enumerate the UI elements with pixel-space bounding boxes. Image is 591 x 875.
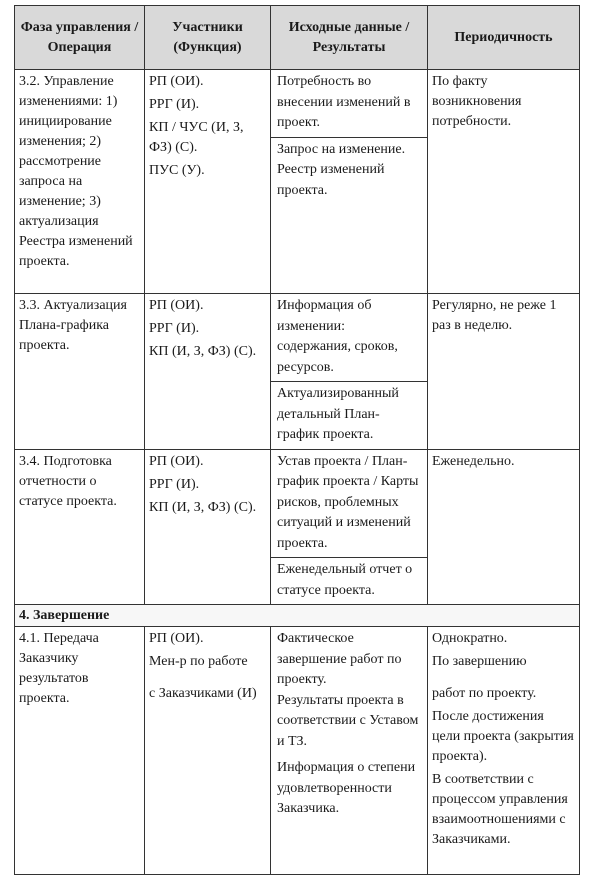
input-data: Устав проекта / План-график проекта / Карты рисков, проблемных ситуаций и изменений проекта. bbox=[277, 453, 419, 551]
operation-cell: 3.4. Подготовка отчетности о статусе проекта. bbox=[19, 453, 117, 509]
input-data: Потребность во внесении изменений в проект. bbox=[277, 74, 411, 130]
operation-cell: 4.1. Передача Заказчику результатов проекта. bbox=[19, 631, 99, 706]
period-item: После достижения цели проекта (закрытия проекта). bbox=[432, 709, 574, 764]
participant: ПУС (У). bbox=[149, 163, 205, 178]
period-item: По завершению bbox=[432, 654, 527, 669]
period-item: работ по проекту. bbox=[432, 686, 537, 701]
result-item: Запрос на изменение. bbox=[277, 141, 406, 157]
participant: РП (ОИ). bbox=[149, 631, 204, 646]
table-row bbox=[15, 627, 580, 875]
operation-cell: 3.3. Актуализация Плана-графика проекта. bbox=[19, 298, 127, 353]
table-header-row bbox=[15, 6, 580, 70]
table-row bbox=[15, 449, 580, 605]
participants-cell bbox=[145, 294, 270, 365]
period-item: Однократно. bbox=[432, 631, 508, 646]
data-cell bbox=[271, 294, 428, 450]
header-data: Исходные данные / Результаты bbox=[271, 6, 428, 70]
participant: РП (ОИ). bbox=[149, 453, 204, 469]
period-cell bbox=[428, 627, 579, 853]
input-data: Информация об изменении: содержания, сроков, ресурсов. bbox=[277, 298, 398, 375]
result-item: Реестр изменений проекта. bbox=[277, 162, 385, 198]
participant: РРГ (И). bbox=[149, 476, 200, 492]
data-cell bbox=[271, 449, 428, 605]
header-phase: Фаза управления / Операция bbox=[15, 6, 145, 70]
operation-cell: 3.2. Управление изменениями: 1) инициирование изменения; 2) рассмотрение запроса на изменение; 3) актуализация Реестра изменений проекта. bbox=[19, 74, 133, 269]
section-row bbox=[15, 605, 580, 627]
participants-cell bbox=[145, 450, 270, 521]
participant: РП (ОИ). bbox=[149, 74, 204, 89]
participant: КП (И, З, ФЗ) (С). bbox=[149, 499, 257, 515]
period-cell: Регулярно, не реже 1 раз в неделю. bbox=[432, 298, 557, 333]
data-item: Информация о степени удовлетворенности Заказчика. bbox=[277, 760, 416, 816]
participant: с Заказчиками (И) bbox=[149, 686, 257, 701]
table-row bbox=[15, 294, 580, 450]
result-data bbox=[271, 137, 427, 205]
period-cell: По факту возникновения потребности. bbox=[432, 74, 522, 129]
participant: РП (ОИ). bbox=[149, 298, 204, 313]
participant: Мен-р по работе bbox=[149, 654, 248, 669]
result-data: Актуализированный детальный План-график проекта. bbox=[271, 381, 427, 449]
period-item: В соответствии с процессом управления взаимоотношениями с Заказчиками. bbox=[432, 772, 568, 847]
process-table bbox=[14, 5, 580, 875]
header-period: Периодичность bbox=[428, 6, 580, 70]
header-participants: Участники (Функция) bbox=[145, 6, 271, 70]
result-data: Еженедельный отчет о статусе проекта. bbox=[271, 557, 427, 604]
participant: РРГ (И). bbox=[149, 97, 200, 112]
data-cell bbox=[271, 70, 428, 294]
data-cell bbox=[271, 627, 428, 875]
data-item: Результаты проекта в соответствии с Уставом и ТЗ. bbox=[277, 692, 419, 749]
period-cell: Еженедельно. bbox=[432, 453, 515, 469]
participant: РРГ (И). bbox=[149, 321, 200, 336]
data-item: Фактическое завершение работ по проекту. bbox=[277, 631, 402, 687]
participants-cell bbox=[145, 70, 270, 184]
section-title: 4. Завершение bbox=[15, 605, 580, 627]
table-row bbox=[15, 70, 580, 294]
participant: КП (И, З, ФЗ) (С). bbox=[149, 344, 257, 359]
participant: КП / ЧУС (И, З, ФЗ) (С). bbox=[149, 120, 244, 155]
participants-cell bbox=[145, 627, 270, 707]
